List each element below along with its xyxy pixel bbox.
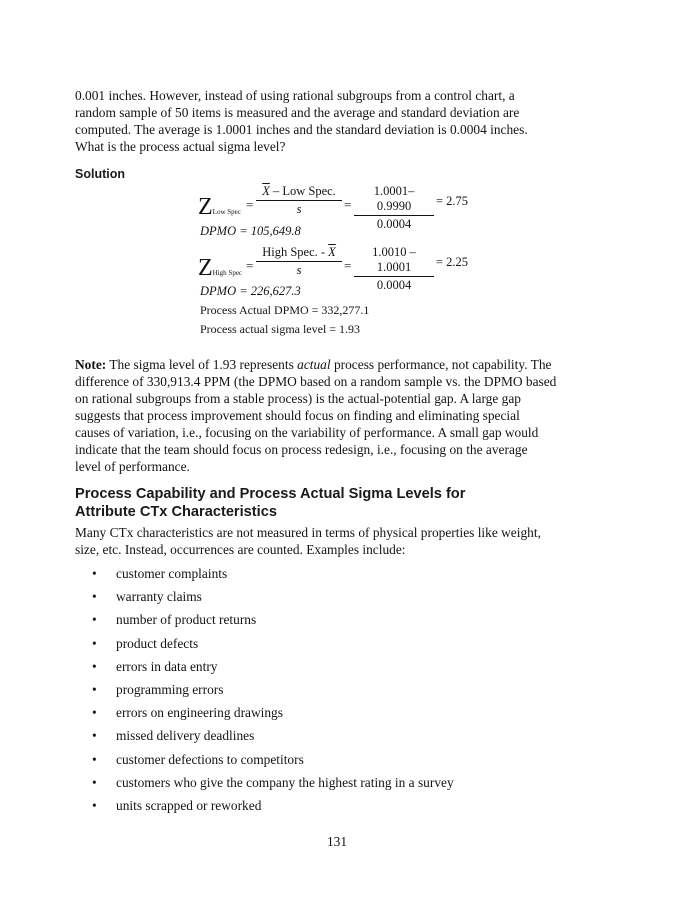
section-heading-line-2: Attribute CTx Characteristics: [75, 504, 277, 520]
z-low-equals-2: =: [344, 197, 352, 212]
z-high-subscript: High Spec: [212, 269, 243, 277]
dpmo-high: DPMO = 226,627.3: [200, 284, 301, 298]
bullet-icon: •: [92, 681, 97, 697]
z-high-numerator: High Spec. - $\overline{X}$: [256, 245, 342, 262]
z-low-subscript: Low Spec: [212, 208, 241, 216]
z-low-equals-1: =: [246, 197, 254, 212]
solution-heading: Solution: [75, 167, 125, 181]
note-line-5: causes of variation, i.e., focusing on the variability of performance. A small gap would: [75, 425, 539, 440]
z-high-denominator-2: 0.0004: [376, 278, 412, 292]
list-item: • customer defections to competitors: [92, 751, 304, 767]
bullet-icon: •: [92, 728, 97, 744]
intro-line-3: computed. The average is 1.0001 inches and the standard deviation is 0.0004 inches.: [75, 122, 528, 137]
list-item: • product defects: [92, 635, 199, 651]
list-item: • warranty claims: [92, 589, 202, 605]
z-high-result: = 2.25: [436, 255, 469, 269]
z-low-result: = 2.75: [436, 194, 469, 208]
z-high-equals-2: =: [344, 258, 352, 273]
bullet-icon: •: [92, 612, 97, 628]
list-item: • programming errors: [92, 681, 224, 697]
list-item: • units scrapped or reworked: [92, 797, 262, 813]
note-line-2: difference of 330,913.4 PPM (the DPMO based on a random sample vs. the DPMO based: [75, 374, 557, 389]
dpmo-low: DPMO = 105,649.8: [200, 224, 301, 238]
z-high-equals-1: =: [246, 258, 254, 273]
intro-line-4: What is the process actual sigma level?: [75, 139, 286, 154]
bullet-icon: •: [92, 705, 97, 721]
intro-line-2: random sample of 50 items is measured and the average and standard deviation are: [75, 105, 520, 120]
z-low-numerator-2: 1.0001– 0.9990: [354, 184, 434, 216]
list-item: • customer complaints: [92, 566, 228, 581]
note-line-4: suggests that process improvement should focus on finding and eliminating special: [75, 408, 520, 423]
z-high-fraction-2: [354, 245, 434, 294]
page-number: 131: [326, 834, 348, 849]
note-line-1: Note: The sigma level of 1.93 represents actual process performance, not capability. The: [75, 357, 552, 372]
z-low-fraction-1: [256, 184, 342, 218]
section-heading-line-1: Process Capability and Process Actual Sigma Levels for: [75, 486, 466, 502]
list-item: • errors on engineering drawings: [92, 705, 283, 721]
note-label: Note:: [75, 357, 107, 372]
z-low-denominator: s: [296, 202, 302, 216]
bullet-icon: •: [92, 658, 97, 674]
process-actual-sigma-level: Process actual sigma level = 1.93: [200, 322, 361, 336]
bullet-icon: •: [92, 797, 97, 813]
bullet-icon: •: [92, 635, 97, 651]
z-high-denominator: s: [296, 263, 302, 277]
bullet-icon: •: [92, 751, 97, 767]
z-low-denominator-2: 0.0004: [376, 217, 412, 231]
z-low-symbol: ZLow Spec: [198, 194, 241, 220]
list-item: • missed delivery deadlines: [92, 728, 255, 744]
z-high-symbol: ZHigh Spec: [198, 255, 243, 281]
note-line-7: level of performance.: [75, 459, 190, 474]
list-item: • number of product returns: [92, 612, 257, 628]
section-para-line-1: Many CTx characteristics are not measured in terms of physical properties like weight,: [75, 525, 541, 540]
intro-line-1: 0.001 inches. However, instead of using rational subgroups from a control chart, a: [75, 88, 515, 103]
examples-list: [92, 565, 454, 820]
process-actual-dpmo: Process Actual DPMO = 332,277.1: [200, 303, 370, 317]
bullet-icon: •: [92, 566, 97, 581]
note-line-3: on rational subgroups from a stable process) is the actual-potential gap. A large gap: [75, 391, 521, 406]
z-low-fraction-2: [354, 184, 434, 233]
z-low-numerator: $\overline{X}$ – Low Spec.: [256, 184, 342, 201]
z-high-fraction-1: [256, 245, 342, 279]
list-item: • errors in data entry: [92, 658, 218, 674]
note-line-6: indicate that the team should focus on process redesign, i.e., focusing on the average: [75, 442, 528, 457]
list-item: • customers who give the company the highest rating in a survey: [92, 774, 454, 790]
bullet-icon: •: [92, 589, 97, 605]
z-high-numerator-2: 1.0010 – 1.0001: [354, 245, 434, 277]
section-para-line-2: size, etc. Instead, occurrences are counted. Examples include:: [75, 542, 406, 557]
bullet-icon: •: [92, 774, 97, 790]
